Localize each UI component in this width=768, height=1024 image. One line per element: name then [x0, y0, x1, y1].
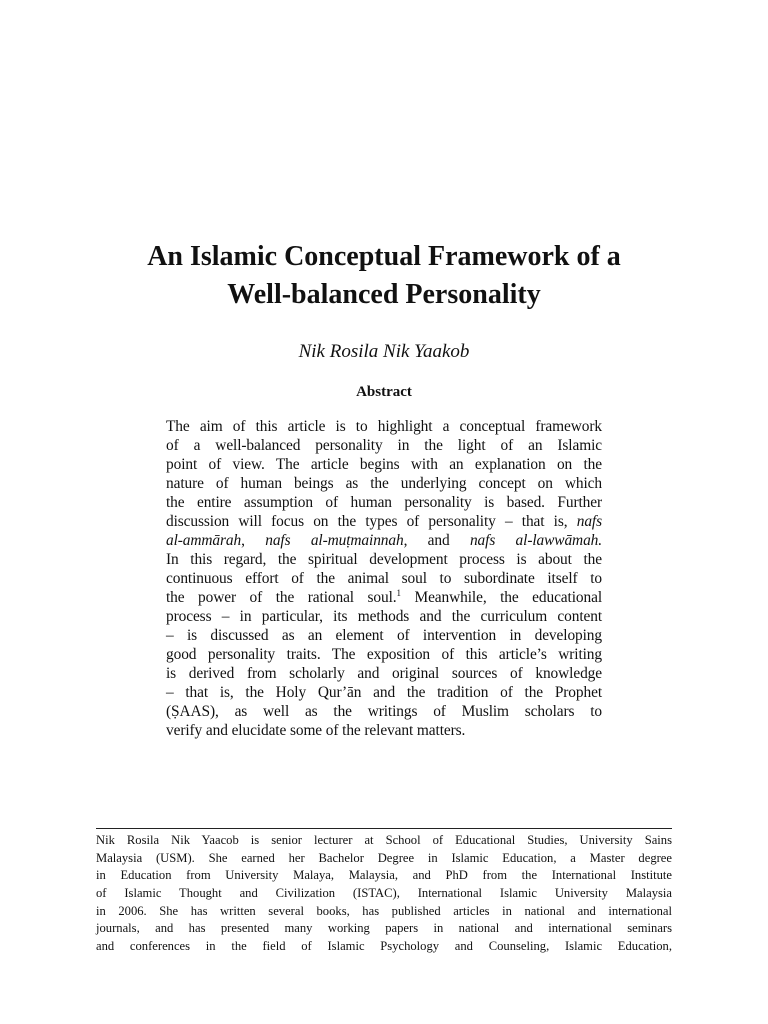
- abstract-line: The aim of this article is to highlight a conceptual framework: [166, 418, 602, 435]
- abstract-line: the power of the rational soul.$^1$ Meanwhile, the educational: [166, 588, 602, 606]
- footnote-line: in Education from University Malaya, Malaysia, and PhD from the International Institute: [96, 868, 672, 883]
- abstract-line: good personality traits. The exposition of this article’s writing: [166, 646, 602, 663]
- title-line-2: Well-balanced Personality: [227, 279, 541, 310]
- author-footnote: [96, 832, 672, 956]
- abstract-line: nature of human beings as the underlying concept on which: [166, 475, 602, 492]
- abstract-line: – is discussed as an element of intervention in developing: [166, 627, 602, 644]
- abstract-heading: Abstract: [356, 384, 412, 400]
- footnote-line: Malaysia (USM). She earned her Bachelor Degree in Islamic Education, a Master degree: [96, 850, 672, 865]
- abstract-line: continuous effort of the animal soul to subordinate itself to: [166, 570, 602, 587]
- term-nafs: nafs: [576, 513, 602, 530]
- abstract-line: – that is, the Holy Qur’ān and the tradition of the Prophet: [166, 684, 602, 701]
- abstract-line: of a well-balanced personality in the light of an Islamic: [166, 437, 602, 454]
- footnote-line: Nik Rosila Nik Yaacob is senior lecturer at School of Educational Studies, University Sains: [96, 833, 672, 847]
- abstract-line: al-ammārah, nafs al-muṭmainnah, and nafs al-lawwāmah.: [166, 532, 603, 549]
- abstract-line: In this regard, the spiritual development process is about the: [166, 551, 602, 568]
- abstract-line: process – in particular, its methods and the curriculum content: [166, 608, 602, 625]
- footnote-line: and conferences in the field of Islamic Psychology and Counseling, Islamic Education,: [96, 939, 672, 954]
- footnote-line: in 2006. She has written several books, has published articles in national and international: [96, 903, 672, 918]
- term-al-ammarah: al-ammārah: [166, 532, 242, 549]
- abstract-line: point of view. The article begins with an explanation on the: [166, 456, 602, 473]
- article-title: [60, 238, 708, 314]
- abstract-line: is derived from scholarly and original sources of knowledge: [166, 665, 602, 682]
- footnote-line: of Islamic Thought and Civilization (ISTAC), International Islamic University Malaysia: [96, 886, 672, 901]
- footnote-marker: 1: [396, 588, 401, 598]
- abstract-line: verify and elucidate some of the relevant matters.: [166, 722, 466, 739]
- author-name: Nik Rosila Nik Yaakob: [298, 341, 470, 362]
- term-nafs-al-lawwamah: nafs al-lawwāmah.: [469, 532, 603, 549]
- abstract-body: [166, 417, 602, 740]
- footnote-line: journals, and has presented many working papers in national and international seminars: [96, 921, 672, 936]
- term-nafs-al-mutmainnah: nafs al-muṭmainnah: [265, 532, 404, 549]
- abstract-line: discussion will focus on the types of personality – that is, nafs: [166, 513, 602, 530]
- title-line-1: An Islamic Conceptual Framework of a: [147, 241, 621, 272]
- footnote-divider: [96, 828, 672, 829]
- abstract-line: the entire assumption of human personality is based. Further: [166, 494, 602, 511]
- abstract-line: (ṢAAS), as well as the writings of Muslim scholars to: [166, 703, 602, 720]
